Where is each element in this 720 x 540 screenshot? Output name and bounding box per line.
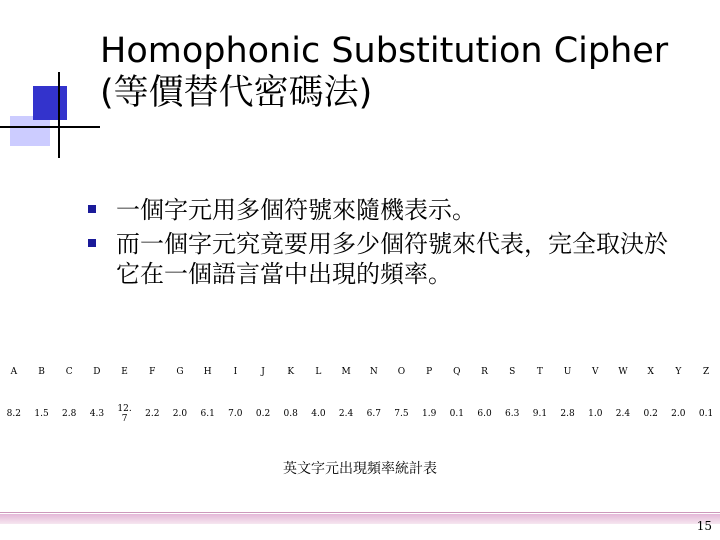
- table-cell-frequency: 6.1: [200, 409, 215, 419]
- bullet-item: [88, 195, 668, 225]
- table-cell-frequency: 12. 7: [117, 404, 132, 424]
- table-cell-letter: N: [369, 367, 378, 377]
- table-cell-letter: V: [592, 367, 599, 377]
- table-cell-letter: S: [509, 367, 516, 377]
- table-cell-letter: D: [93, 367, 101, 377]
- footer-divider: [0, 512, 720, 513]
- title-line-1: Homophonic Substitution Cipher: [100, 31, 669, 71]
- title-line-2: (等價替代密碼法): [100, 73, 373, 113]
- table-cell-letter: W: [618, 367, 628, 377]
- decor-horizontal-line: [0, 126, 100, 128]
- table-cell-letter: U: [563, 367, 572, 377]
- table-cell-frequency: 1.9: [421, 409, 437, 419]
- table-cell-frequency: 0.1: [449, 409, 464, 419]
- table-cell-letter: P: [426, 367, 433, 377]
- bullet-text: 而一個字元究竟要用多少個符號來代表，完全取決於它在一個語言當中出現的頻率。: [116, 230, 668, 288]
- table-cell-letter: Y: [675, 367, 682, 377]
- table-cell-frequency: 0.2: [643, 409, 658, 419]
- page-number: 15: [696, 519, 712, 533]
- bullet-item: [88, 229, 668, 289]
- table-cell-letter: L: [315, 367, 322, 377]
- table-cell-letter: Z: [702, 367, 710, 377]
- table-cell-frequency: 0.1: [698, 409, 714, 419]
- table-cell-letter: T: [536, 367, 543, 377]
- slide-title: [100, 30, 700, 114]
- table-cell-frequency: 8.2: [6, 409, 21, 419]
- table-cell-letter: Q: [453, 367, 461, 377]
- table-cell-letter: H: [203, 367, 212, 377]
- table-cell-frequency: 1.0: [588, 409, 603, 419]
- table-cell-frequency: 0.8: [283, 409, 298, 419]
- table-cell-letter: J: [261, 367, 265, 377]
- decor-lavender-square: [10, 116, 50, 146]
- table-cell-frequency: 6.7: [366, 409, 381, 419]
- table-row-frequencies: [0, 392, 720, 436]
- table-cell-letter: O: [397, 367, 406, 377]
- table-cell-frequency: 2.0: [172, 409, 188, 419]
- table-cell-frequency: 2.0: [671, 409, 686, 419]
- table-cell-frequency: 2.4: [615, 409, 631, 419]
- table-cell-letter: F: [149, 367, 156, 377]
- table-cell-frequency: 1.5: [34, 409, 49, 419]
- table-cell-letter: G: [176, 367, 184, 377]
- table-cell-frequency: 2.8: [62, 409, 77, 419]
- table-cell-frequency: 2.8: [560, 409, 575, 419]
- frequency-table: [0, 352, 720, 436]
- table-cell-frequency: 7.0: [228, 409, 243, 419]
- decor-blue-square: [33, 86, 67, 120]
- table-cell-frequency: 4.3: [89, 409, 105, 419]
- bullet-list: [88, 195, 668, 289]
- table-cell-letter: I: [233, 367, 238, 377]
- table-cell-letter: M: [341, 367, 351, 377]
- table-cell-frequency: 7.5: [394, 409, 409, 419]
- table-cell-letter: E: [121, 367, 128, 377]
- table-row-letters: [0, 352, 720, 392]
- table-cell-frequency: 6.0: [477, 409, 492, 419]
- bullet-text: 一個字元用多個符號來隨機表示。: [116, 196, 476, 224]
- table-cell-frequency: 9.1: [532, 409, 548, 419]
- table-cell-frequency: 6.3: [505, 409, 520, 419]
- table-cell-letter: B: [38, 367, 45, 377]
- table-cell-letter: C: [65, 367, 73, 377]
- table-cell-letter: K: [287, 367, 295, 377]
- table-cell-frequency: 4.0: [311, 409, 326, 419]
- bullet-square-icon: [88, 239, 96, 247]
- table-cell-frequency: 2.2: [145, 409, 160, 419]
- table-cell-letter: X: [647, 367, 654, 377]
- table-cell-letter: A: [10, 367, 18, 377]
- footer-band: [0, 514, 720, 524]
- decor-vertical-line: [58, 72, 60, 158]
- bullet-square-icon: [88, 205, 96, 213]
- table-caption: 英文字元出現頻率統計表: [283, 461, 437, 477]
- table-cell-frequency: 2.4: [338, 409, 354, 419]
- table-cell-frequency: 0.2: [255, 409, 271, 419]
- table-cell-letter: R: [481, 367, 488, 377]
